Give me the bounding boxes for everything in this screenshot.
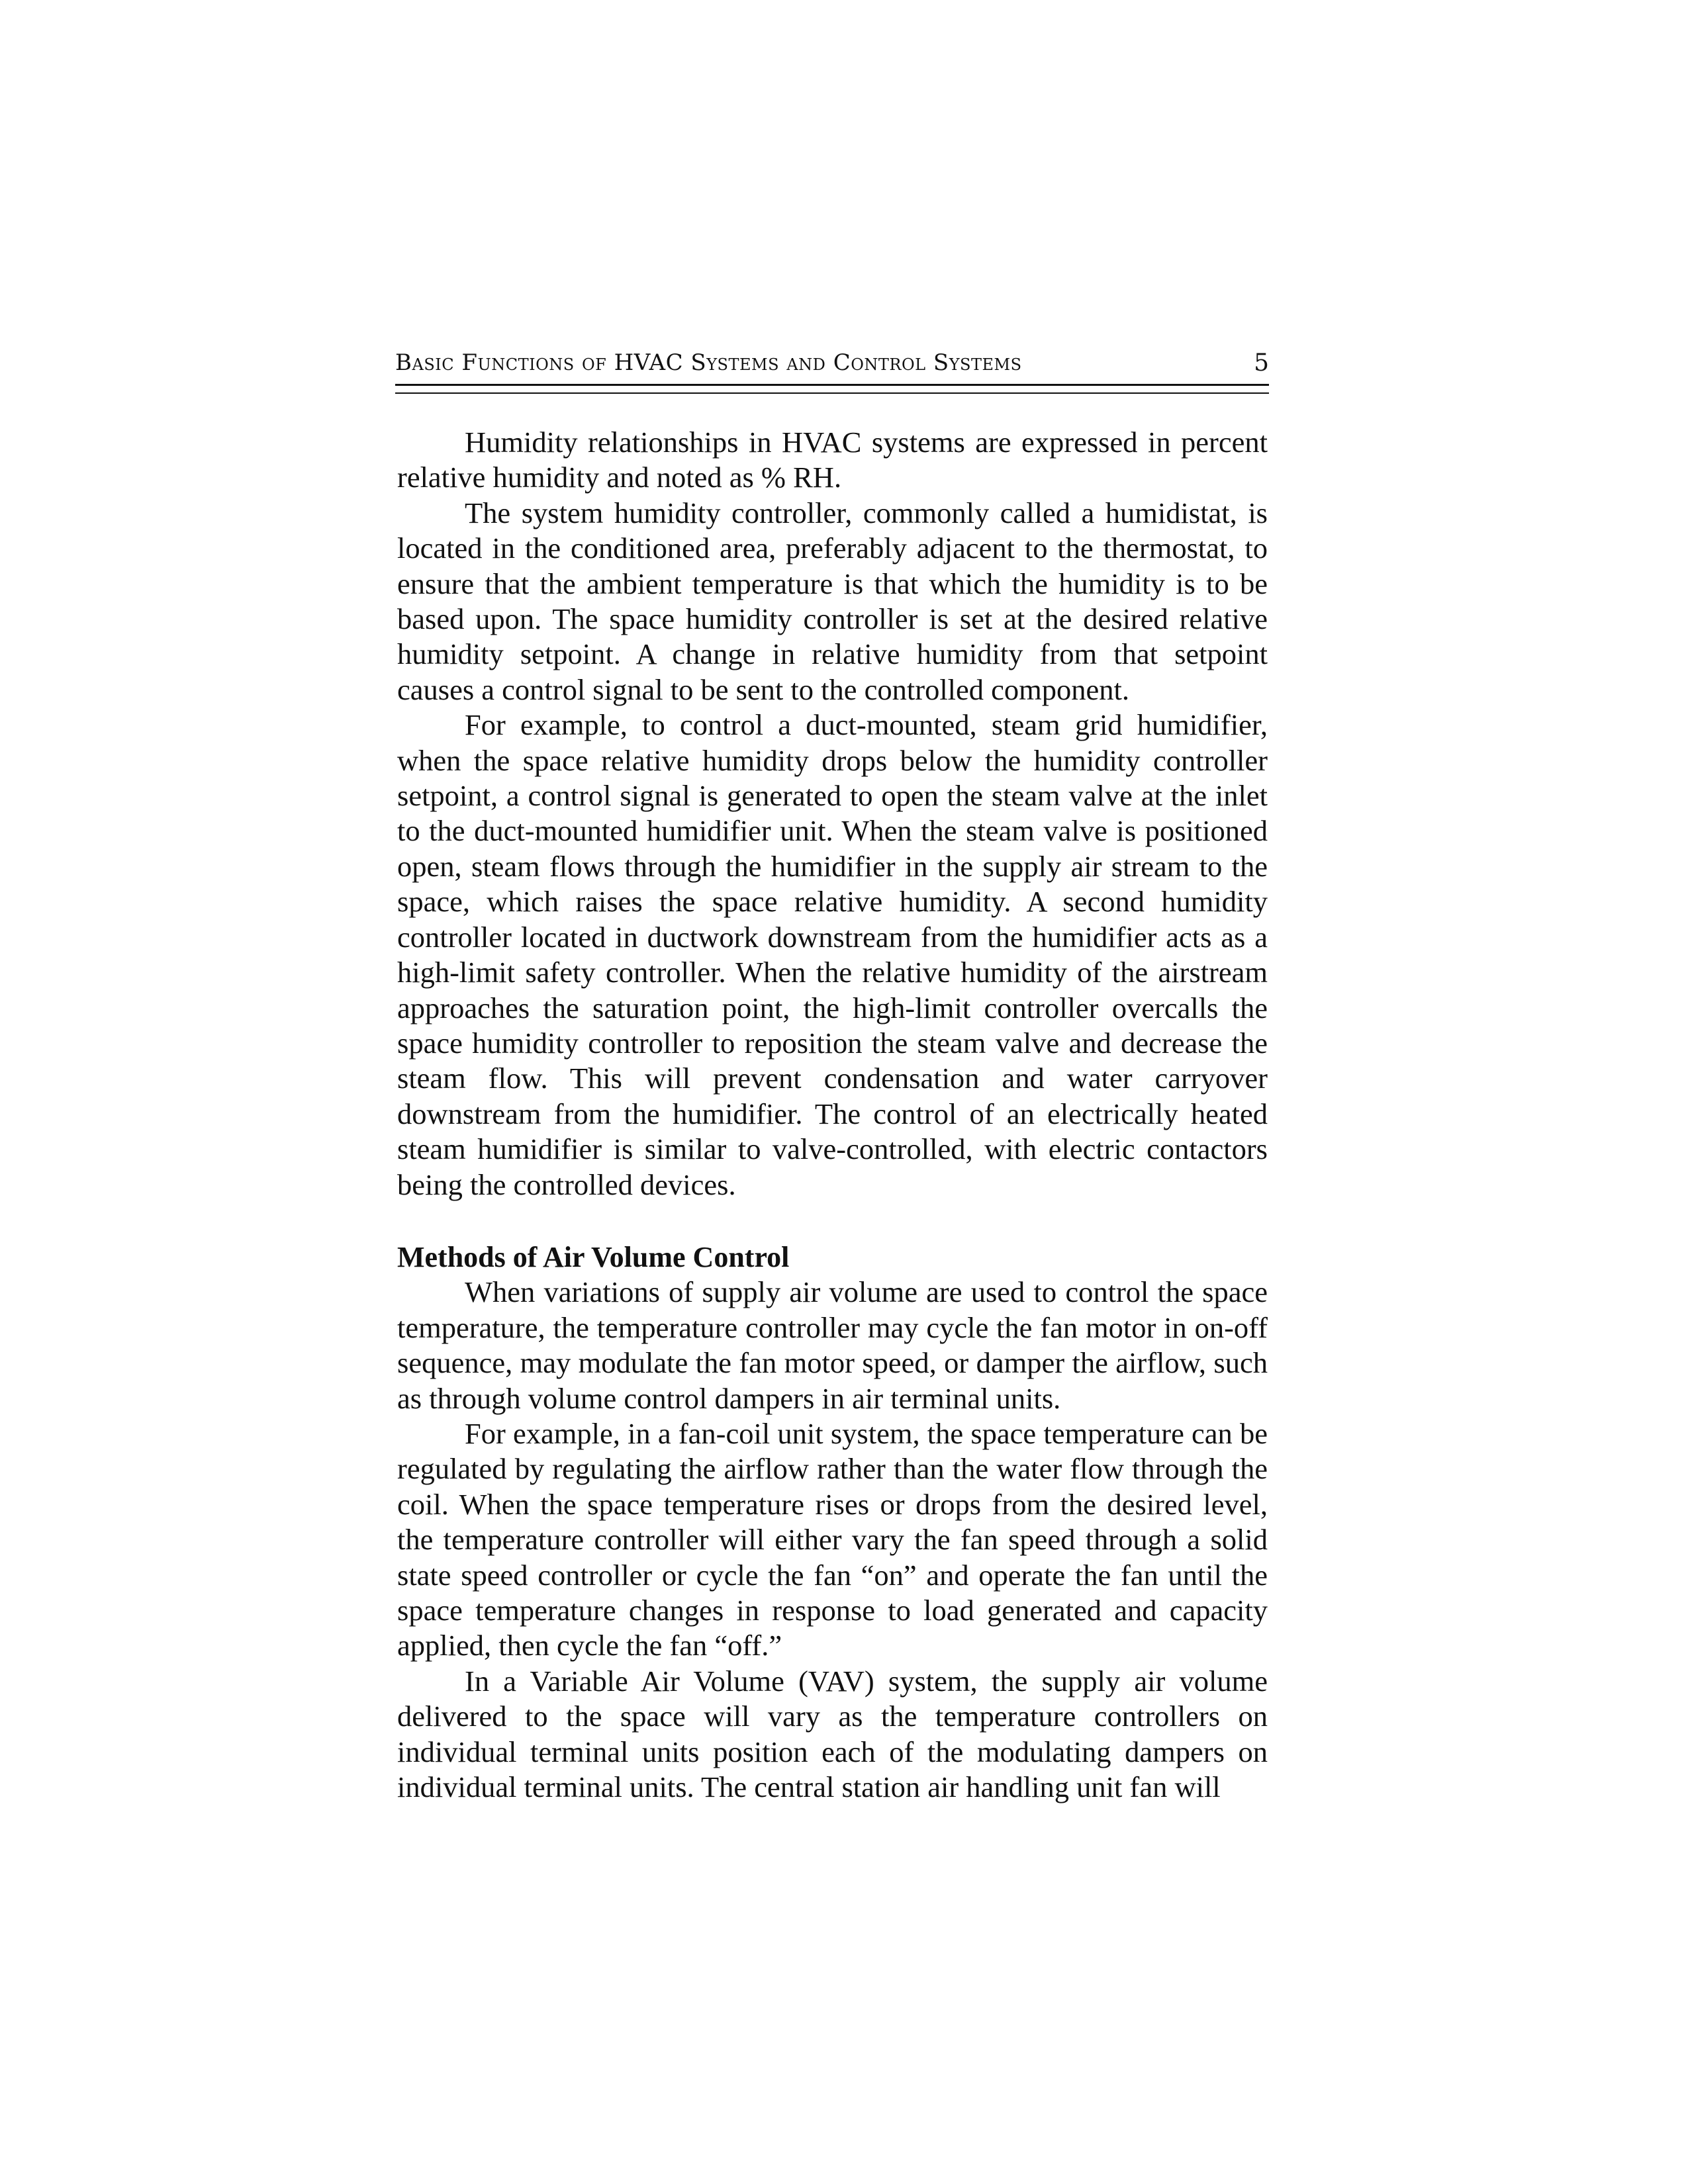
header-rule-top [395, 384, 1269, 386]
header-rule-bottom [395, 392, 1269, 394]
running-head [395, 349, 1269, 383]
section-heading: Methods of Air Volume Control [397, 1240, 790, 1273]
page-number: 5 [1254, 349, 1269, 377]
paragraph-humidistat: The system humidity controller, commonly called a humidistat, is located in the conditioned area, preferably adjacent to the thermostat, to ensure that the ambient temperature is that which the humidity is to be based upon. The space humidity controller is set at the desired relative humidity setpoint. A change in relative humidity from that setpoint causes a control signal to be sent to the controlled component. [397, 496, 1268, 706]
paragraph-humidity-relationships: Humidity relationships in HVAC systems are expressed in percent relative humidity and noted as % RH. [397, 426, 1268, 494]
body-text [397, 425, 1268, 1805]
paragraph-supply-air-volume: When variations of supply air volume are used to control the space temperature, the temperature controller may cycle the fan motor in on-off sequence, may modulate the fan motor speed, or damper the airflow, such as through volume control dampers in air terminal units. [397, 1275, 1268, 1415]
paragraph-steam-humidifier-example: For example, to control a duct-mounted, steam grid humidifier, when the space relative humidity drops below the humidity controller setpoint, a control signal is generated to open the steam valve at the inlet to the duct-mounted humidifier unit. When the steam valve is positioned open, steam flows through the humidifier in the supply air stream to the space, which raises the space relative humidity. A second humidity controller located in ductwork downstream from the humidifier acts as a high-limit safety controller. When the relative humidity of the airstream approaches the saturation point, the high-limit controller overcalls the space humidity controller to reposition the steam valve and decrease the steam flow. This will prevent condensation and water carryover downstream from the humidifier. The control of an electrically heated steam humidifier is similar to valve-controlled, with electric contactors being the controlled devices. [397, 708, 1268, 1201]
running-head-title: Basic Functions of HVAC Systems and Control Systems [395, 349, 1022, 376]
paragraph-vav-system: In a Variable Air Volume (VAV) system, the supply air volume delivered to the space will vary as the temperature controllers on individual terminal units position each of the modulating dampers on individual terminal units. The central station air handling unit fan will [397, 1664, 1268, 1804]
paragraph-fan-coil-example: For example, in a fan-coil unit system, the space temperature can be regulated by regulating the airflow rather than the water flow through the coil. When the space temperature rises or drops from the desired level, the temperature controller will either vary the fan speed through a solid state speed controller or cycle the fan “on” and operate the fan until the space temperature changes in response to load generated and capacity applied, then cycle the fan “off.” [397, 1416, 1268, 1662]
